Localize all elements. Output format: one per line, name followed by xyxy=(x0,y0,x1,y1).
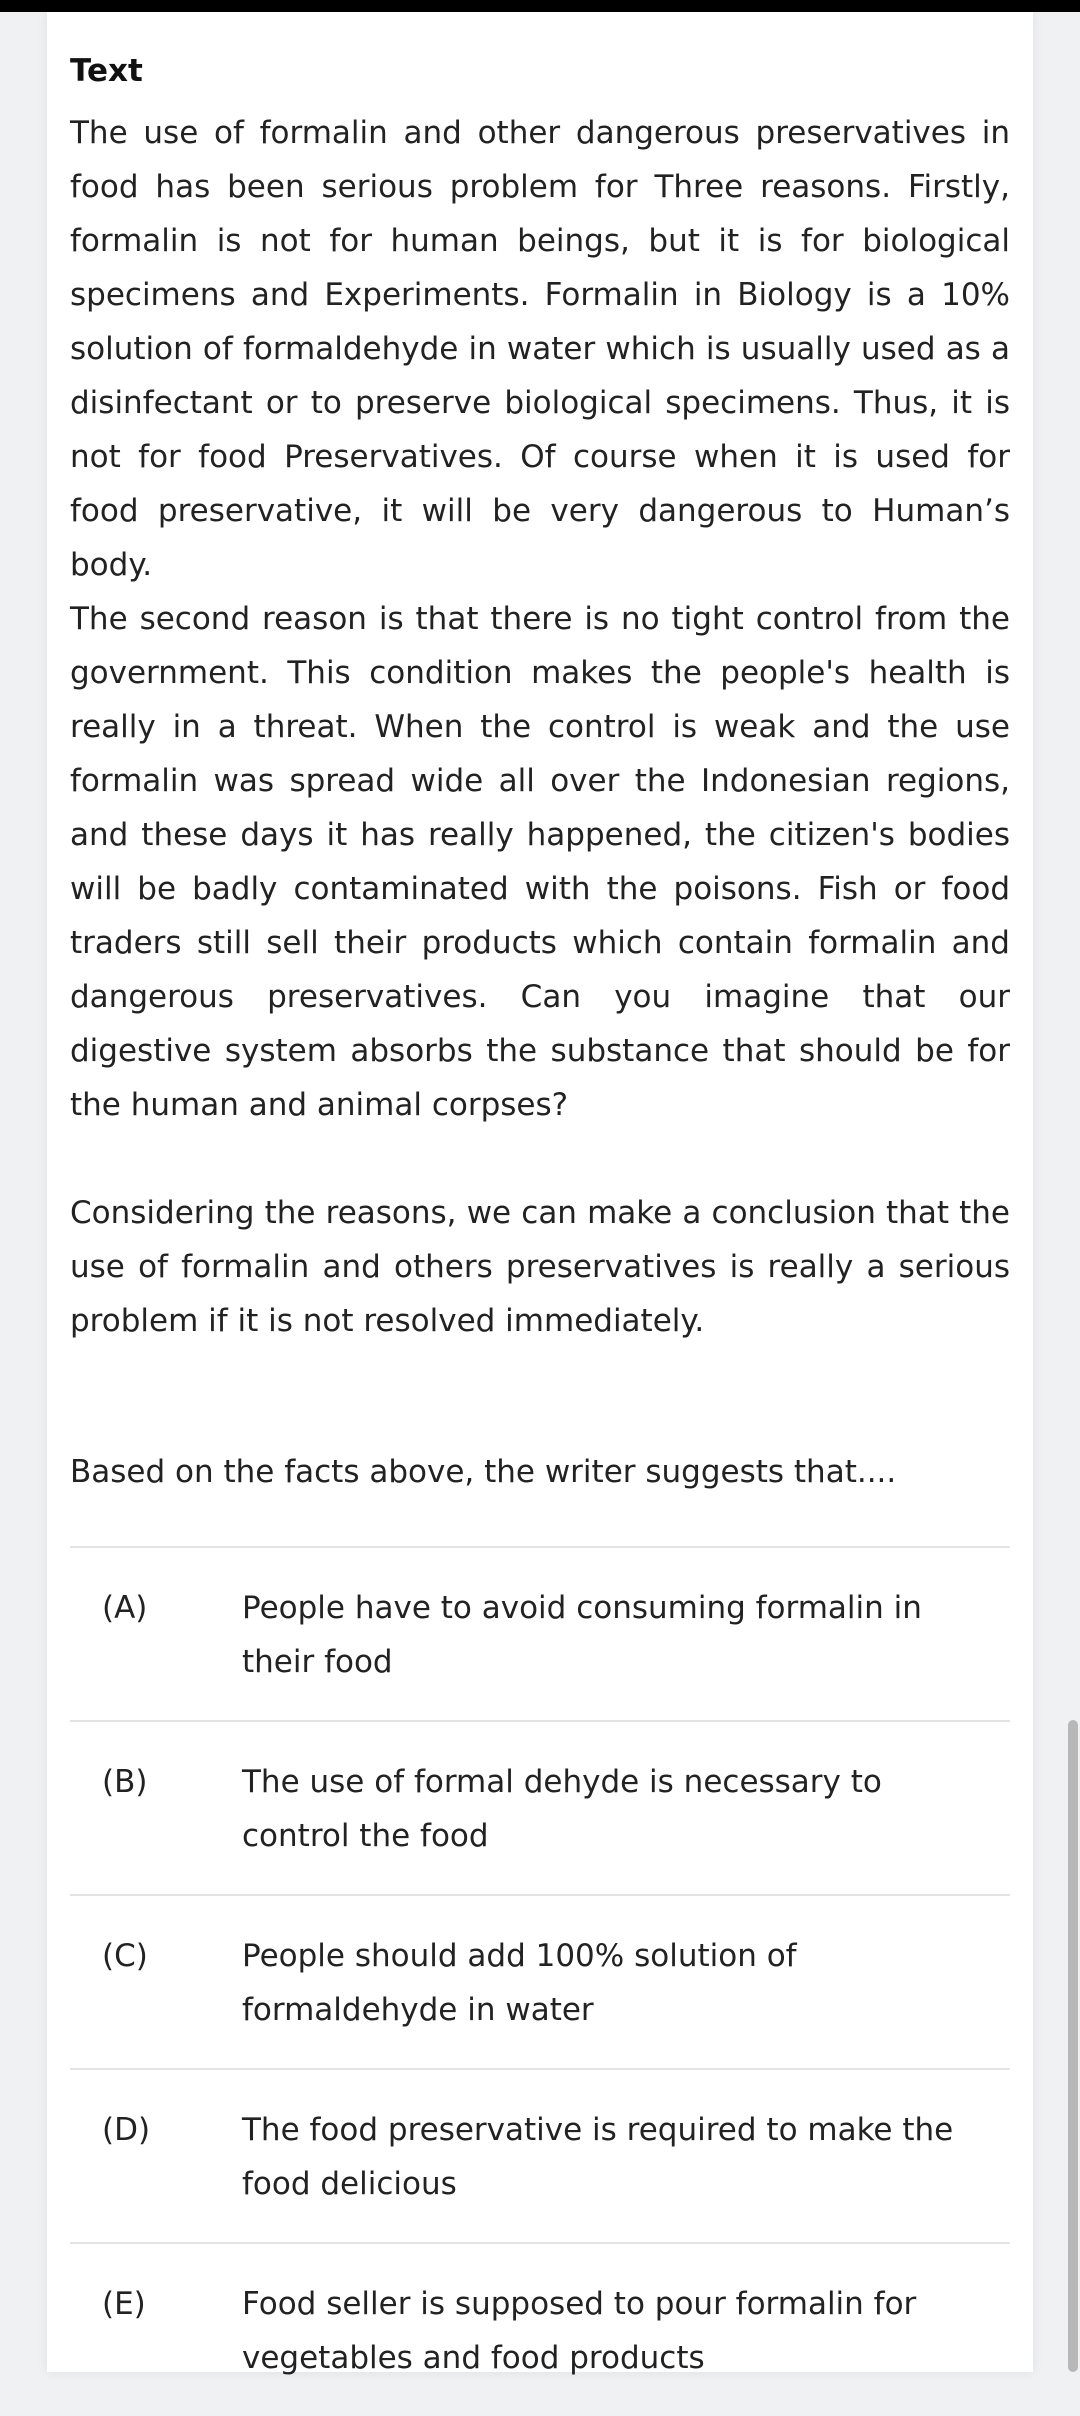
option-letter: (C) xyxy=(102,1938,148,1974)
option-text: People have to avoid consuming formalin in their food xyxy=(242,1590,922,1680)
answer-option-c[interactable] xyxy=(70,1896,1010,2070)
option-text: Food seller is supposed to pour formalin for vegetables and food products xyxy=(242,2286,917,2376)
option-text: The food preservative is required to make the food delicious xyxy=(242,2112,954,2202)
question-prompt: Based on the facts above, the writer suggests that.... xyxy=(70,1454,897,1490)
passage-paragraph-1: The use of formalin and other dangerous preservatives in food has been serious problem for Three reasons. Firstly, formalin is not for human beings, but it is for biological specimens and Experiments. Formalin in Biology is a 10% solution of formaldehyde in water which is usually used as a disinfectant or to preserve biological specimens. Thus, it is not for food Preservatives. Of course when it is used for food preservative, it will be very dangerous to Human’s body. xyxy=(70,115,1010,583)
option-letter: (E) xyxy=(102,2286,146,2322)
option-letter: (B) xyxy=(102,1764,148,1800)
answer-options xyxy=(70,1546,1010,2416)
passage-heading: Text xyxy=(70,53,143,89)
question-content xyxy=(70,36,1010,2416)
scrollbar-thumb[interactable] xyxy=(1068,1720,1078,2372)
passage-paragraph-2: The second reason is that there is no tight control from the government. This condition makes the people's health is really in a threat. When the control is weak and the use formalin was spread wide all over the Indonesian regions, and these days it has really happened, the citizen's bodies will be badly contaminated with the poisons. Fish or food traders still sell their products which contain formalin and dangerous preservatives. Can you imagine that our digestive system absorbs the substance that should be for the human and animal corpses? xyxy=(70,601,1010,1123)
answer-option-d[interactable] xyxy=(70,2070,1010,2244)
passage-paragraph-3: Considering the reasons, we can make a conclusion that the use of formalin and others preservatives is really a serious problem if it is not resolved immediately. xyxy=(70,1195,1010,1339)
option-text: People should add 100% solution of formaldehyde in water xyxy=(242,1938,797,2028)
answer-option-b[interactable] xyxy=(70,1722,1010,1896)
option-letter: (A) xyxy=(102,1590,148,1626)
option-text: The use of formal dehyde is necessary to control the food xyxy=(242,1764,882,1854)
option-letter: (D) xyxy=(102,2112,151,2148)
answer-option-e[interactable] xyxy=(70,2244,1010,2416)
question-card xyxy=(47,12,1033,2376)
answer-option-a[interactable] xyxy=(70,1548,1010,1722)
status-bar xyxy=(0,0,1080,12)
